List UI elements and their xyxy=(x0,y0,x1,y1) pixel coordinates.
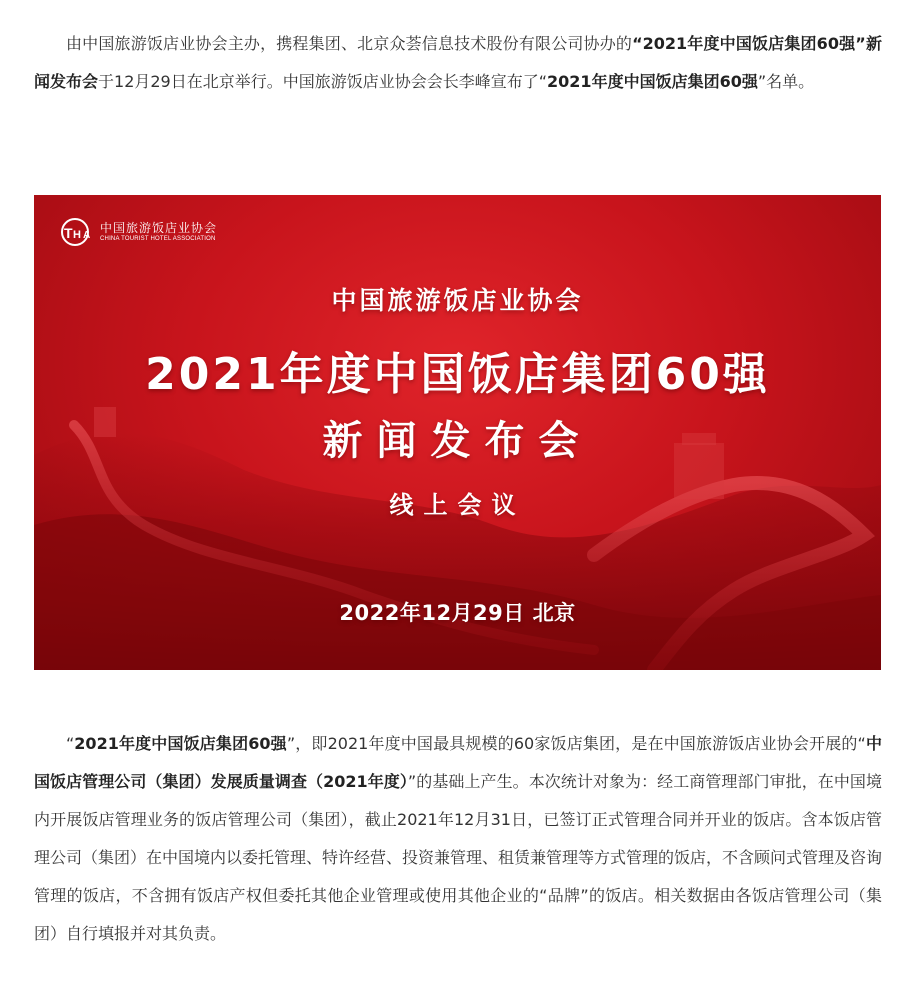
intro-text-3: ”名单。 xyxy=(757,72,815,91)
intro-paragraph xyxy=(34,25,882,101)
intro-bold-list: 2021年度中国饭店集团60强 xyxy=(547,72,758,91)
detail-text-3: ”的基础上产生。本次统计对象为：经工商管理部门审批，在中国境内开展饭店管理业务的饭店管理公司（集团），截止2021年12月31日，已签订正式管理合同并开业的饭店。含本饭店管理公司（集团）在中国境内以委托管理、特许经营、投资兼管理、租赁兼管理等方式管理的饭店，不含顾问式管理及咨询管理的饭店，不含拥有饭店产权但委托其他企业管理或使用其他企业的“品牌”的饭店。相关数据由各饭店管理公司（集团）自行填报并对其负责。 xyxy=(34,772,883,943)
intro-text-2: 于12月29日在北京举行。中国旅游饭店业协会会长李峰宣布了“ xyxy=(98,72,548,91)
banner-subtitle: 新闻发布会 xyxy=(322,418,593,464)
detail-text-1: “ xyxy=(66,734,75,753)
logo-chinese-name: 中国旅游饭店业协会 xyxy=(100,220,218,235)
banner-title: 2021年度中国饭店集团60强 xyxy=(145,349,770,400)
svg-text:H: H xyxy=(73,229,81,241)
press-conference-banner xyxy=(34,195,881,670)
banner-organizer: 中国旅游饭店业协会 xyxy=(331,286,584,315)
detail-bold-list: 2021年度中国饭店集团60强 xyxy=(74,734,287,753)
detail-text-2: ”，即2021年度中国最具规模的60家饭店集团，是在中国旅游饭店业协会开展的“ xyxy=(286,734,866,753)
svg-text:T: T xyxy=(64,225,73,241)
banner-online-label: 线上会议 xyxy=(389,491,526,519)
detail-paragraph xyxy=(34,725,882,953)
association-logo xyxy=(60,217,217,247)
intro-bold-event: “2021年度中国饭店集团60强”新闻发布会 xyxy=(34,34,882,91)
svg-text:A: A xyxy=(83,230,91,241)
logo-english-name: CHINA TOURIST HOTEL ASSOCIATION xyxy=(100,235,216,242)
banner-date-place: 2022年12月29日 北京 xyxy=(339,601,576,625)
intro-text-1: 由中国旅游饭店业协会主办，携程集团、北京众荟信息技术股份有限公司协办的 xyxy=(66,34,633,53)
association-logo-icon xyxy=(60,217,94,247)
detail-bold-survey: 中国饭店管理公司（集团）发展质量调查（2021年度） xyxy=(34,734,882,791)
